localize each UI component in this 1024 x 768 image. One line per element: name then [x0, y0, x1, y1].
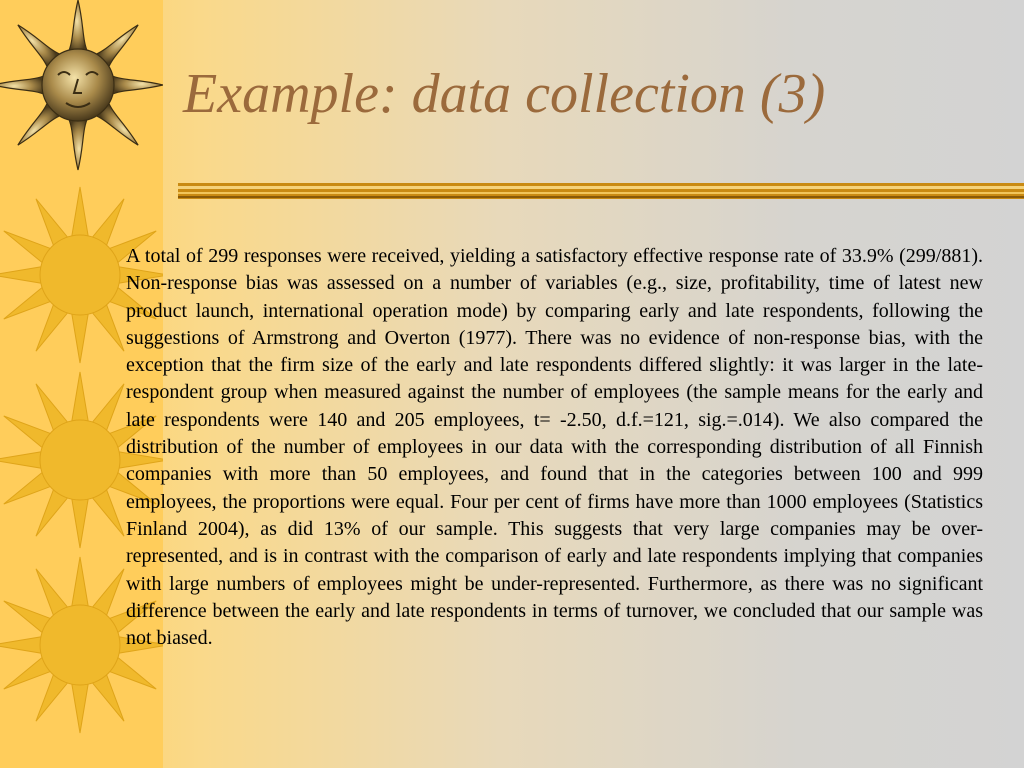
sun-face-icon — [0, 0, 163, 180]
title-divider — [178, 181, 1024, 201]
slide-title: Example: data collection (3) — [183, 63, 826, 125]
body-paragraph: A total of 299 responses were received, yielding a satisfactory effective response rate of 33.9% (299/881). Non-response bias was assessed on a number of variables (e.g., size, profitability, time of latest new product launch, international operation mode) by comparing early and late respondents, following the suggestions of Armstrong and Overton (1977). There was no evidence of non-response bias, with the exception that the firm size of the early and late respondents differed slightly: it was larger in the late-respondent group when measured against the number of employees (the sample means for the early and late respondents were 140 and 205 employees, t= -2.50, d.f.=121, sig.=.014). We also compared the distribution of the number of employees in our data with the corresponding distribution of all Finnish companies with more than 50 employees, and found that in the categories between 100 and 999 employees, the proportions were equal. Four per cent of firms have more than 1000 employees (Statistics Finland 2004), as did 13% of our sample. This suggests that very large companies may be over-represented, and is in contrast with the comparison of early and late respondents implying that companies with large numbers of employees might be under-represented. Furthermore, as there was no significant difference between the early and late respondents in terms of turnover, we concluded that our sample was not biased. — [126, 245, 983, 650]
